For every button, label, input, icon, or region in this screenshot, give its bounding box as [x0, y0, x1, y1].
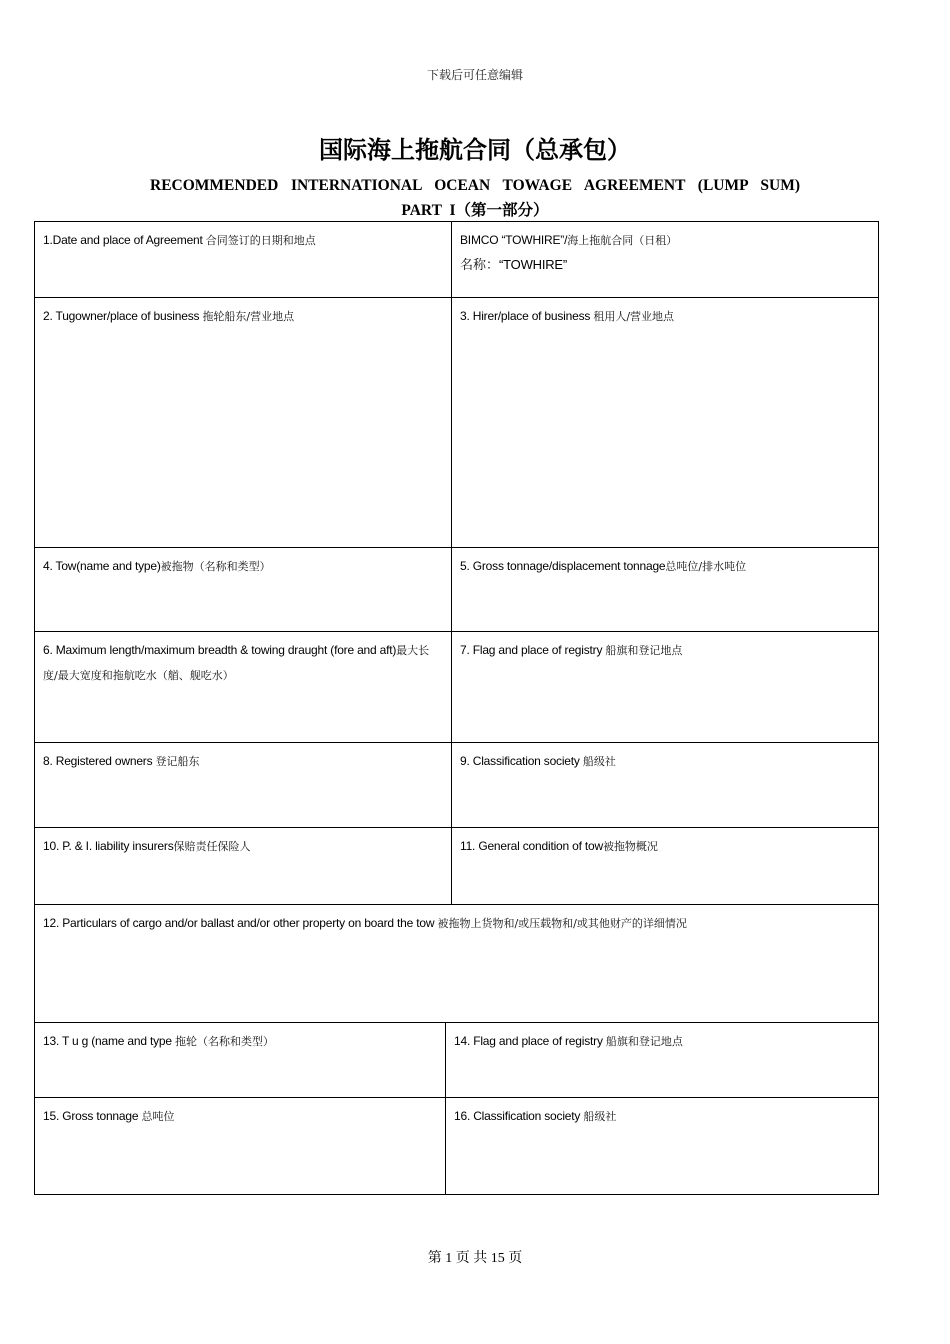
box-1-date-place[interactable] [35, 222, 452, 298]
form-row-2 [35, 298, 879, 548]
box-8-registered-owners[interactable] [35, 743, 452, 828]
box-9-classification[interactable] [452, 743, 879, 828]
box-7-label-en: 7. Flag and place of registry [460, 643, 606, 657]
box-11-tow-condition[interactable] [452, 828, 879, 905]
box-9-label-en: 9. Classification society [460, 754, 583, 768]
header-note: 下载后可任意编辑 [426, 68, 523, 82]
box-6-dimensions[interactable] [35, 632, 452, 743]
box-3-label-cn: 租用人/营业地点 [593, 310, 675, 323]
box-5-tonnage[interactable] [452, 548, 879, 632]
document-title-chinese: 国际海上拖航合同（总承包） [319, 136, 631, 164]
box-4-label-en: 4. Tow(name and type) [43, 559, 161, 573]
box-13-tug[interactable] [35, 1023, 446, 1098]
box-16-tug-classification[interactable] [446, 1098, 879, 1195]
form-row-5 [35, 743, 879, 828]
box-2-tugowner[interactable] [35, 298, 452, 548]
box-2-label-en: 2. Tugowner/place of business [43, 309, 203, 323]
box-1-label-cn: 合同签订的日期和地点 [205, 234, 316, 247]
box-12-cargo-particulars[interactable] [35, 905, 879, 1023]
box-3-hirer[interactable] [452, 298, 879, 548]
box-6-label-cn: 最大长度/最大宽度和拖航吃水（艏、舰吃水） [43, 644, 430, 682]
box-5-label-en: 5. Gross tonnage/displacement tonnage [460, 559, 666, 573]
code-label-cn: 海上拖航合同（日租） [567, 234, 678, 247]
box-4-label-cn: 被拖物（名称和类型） [160, 560, 271, 573]
box-14-tug-flag[interactable] [446, 1023, 879, 1098]
form-row-7 [35, 905, 879, 1023]
box-14-label-en: 14. Flag and place of registry [454, 1034, 606, 1048]
box-2-label-cn: 拖轮船东/营业地点 [202, 310, 295, 323]
code-label-en: BIMCO “TOWHIRE”/ [460, 233, 568, 247]
page-footer: 第 1 页 共 15 页 [427, 1251, 523, 1266]
box-15-gross-tonnage[interactable] [35, 1098, 446, 1195]
box-3-label-en: 3. Hirer/place of business [460, 309, 594, 323]
box-7-flag-registry[interactable] [452, 632, 879, 743]
box-15-label-en: 15. Gross tonnage [43, 1109, 142, 1123]
box-4-tow[interactable] [35, 548, 452, 632]
form-row-8 [35, 1023, 879, 1098]
form-row-3 [35, 548, 879, 632]
document-title-english: RECOMMENDED INTERNATIONAL OCEAN TOWAGE AGREEMENT (LUMP SUM) PART I（第一部分） [150, 177, 800, 219]
box-16-label-en: 16. Classification society [454, 1109, 584, 1123]
form-row-1 [35, 222, 879, 298]
code-name-value: “TOWHIRE” [499, 257, 568, 272]
box-11-label-cn: 被拖物概况 [602, 840, 658, 853]
box-9-label-cn: 船级社 [582, 755, 616, 768]
form-row-6 [35, 828, 879, 905]
box-code-name [452, 222, 879, 298]
box-10-label-en: 10. P. & I. liability insurers [43, 839, 174, 853]
box-12-label-en: 12. Particulars of cargo and/or ballast and/or other property on board the tow [43, 916, 438, 930]
box-12-label-cn: 被拖物上货物和/或压载物和/或其他财产的详细情况 [437, 917, 687, 930]
box-13-label-cn: 拖轮（名称和类型） [174, 1035, 274, 1048]
agreement-form-table [34, 221, 879, 1195]
form-row-4 [35, 632, 879, 743]
box-10-pi-insurers[interactable] [35, 828, 452, 905]
box-8-label-en: 8. Registered owners [43, 754, 156, 768]
box-16-label-cn: 船级社 [583, 1110, 617, 1123]
box-1-label-en: 1.Date and place of Agreement [43, 233, 206, 247]
box-8-label-cn: 登记船东 [155, 755, 200, 768]
form-row-9 [35, 1098, 879, 1195]
box-13-label-en: 13. T u g (name and type [43, 1034, 175, 1048]
box-7-label-cn: 船旗和登记地点 [605, 644, 683, 657]
code-name-label: 名称： [460, 258, 500, 273]
box-11-label-en: 11. General condition of tow [460, 839, 603, 853]
box-6-label-en: 6. Maximum length/maximum breadth & towing draught (fore and aft) [43, 643, 397, 657]
box-15-label-cn: 总吨位 [141, 1110, 175, 1123]
box-14-label-cn: 船旗和登记地点 [605, 1035, 683, 1048]
box-10-label-cn: 保赔责任保险人 [173, 840, 251, 853]
box-5-label-cn: 总吨位/排水吨位 [665, 560, 747, 573]
